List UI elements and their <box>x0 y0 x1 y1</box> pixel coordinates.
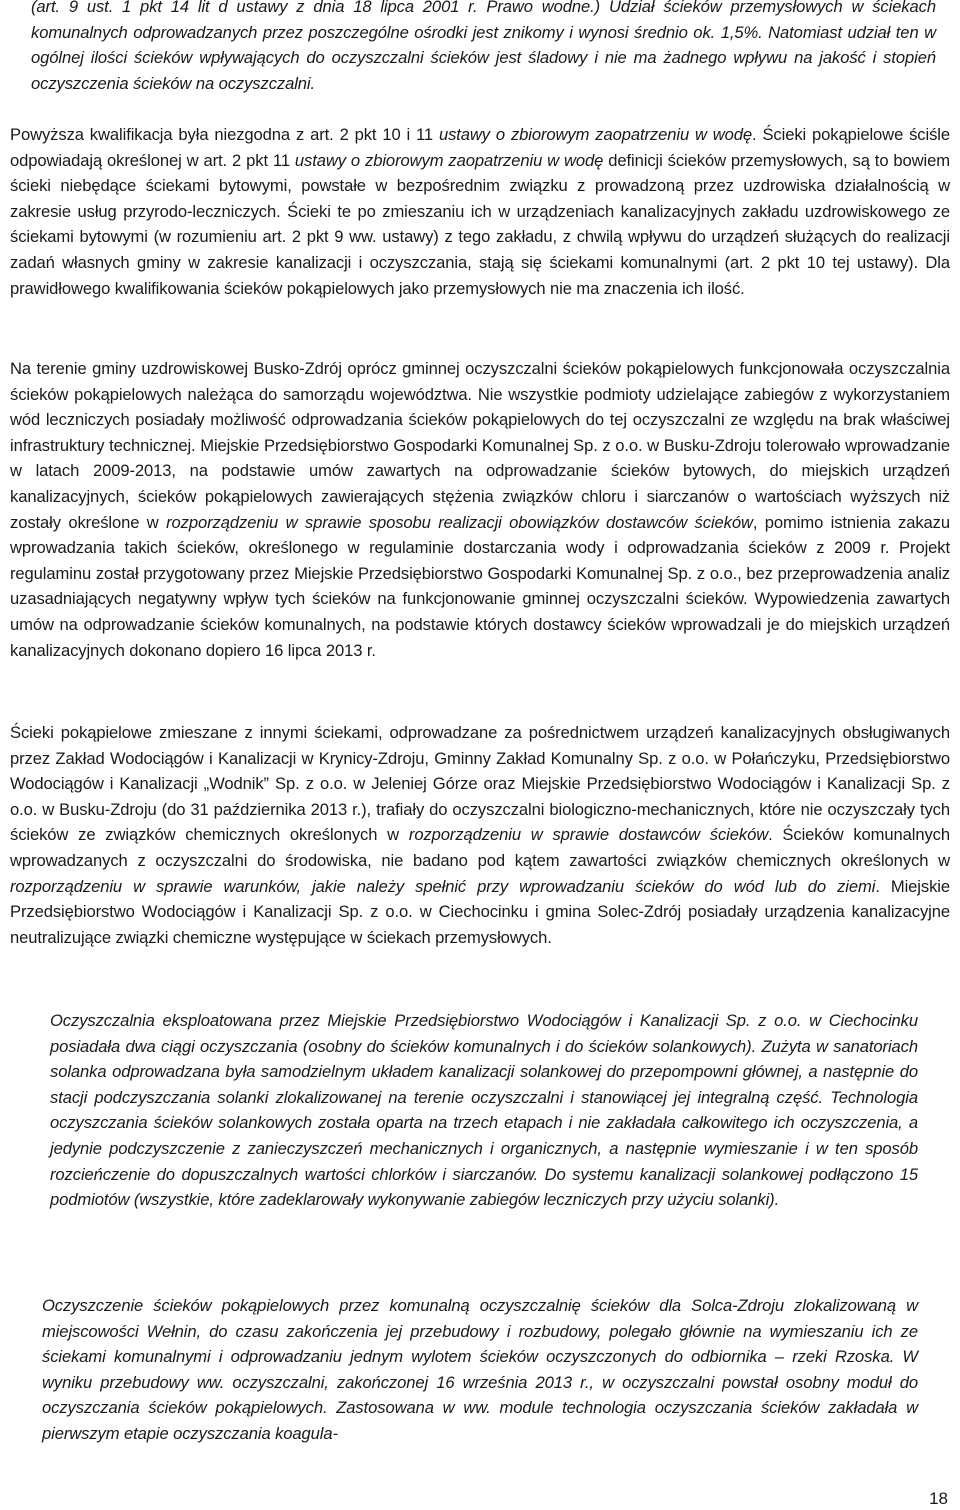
paragraph-mixed-wastewater <box>10 720 950 950</box>
regulation-title-italic: rozporządzeniu w sprawie dostawców ścieków <box>408 825 769 845</box>
act-title-italic: ustawy o zbiorowym zaopatrzeniu w wodę <box>438 125 753 144</box>
text-run: definicji ścieków przemysłowych, są to bowiem ścieki niebędące ściekami bytowymi, powstałe w bezpośrednim związku z prowadzoną przez uzdrowiska działalnością w zakresie usług przyrodo-leczniczych. Ścieki te po zmieszaniu ich w urządzeniach kanalizacyjnych zakładu uzdrowiskowego ze ściekami bytowymi (w rozumieniu art. 2 pkt 9 ww. ustawy) z tego zakładu, z chwilą wpływu do urządzeń służących do realizacji zadań własnych gminy w zakresie kanalizacji i oczyszczania, stają się ściekami komunalnymi (art. 2 pkt 10 tej ustawy). Dla prawidłowego kwalifikowania ścieków pokąpielowych jako przemysłowych nie ma znaczenia ich ilość. <box>10 150 950 298</box>
text-run: . Ścieki pokąpielowe ściśle odpowiadają określonej w art. 2 pkt 11 <box>10 125 950 170</box>
page-number: 18 <box>929 1489 948 1508</box>
regulation-title-italic: rozporządzeniu w sprawie warunków, jakie należy spełnić przy wprowadzaniu ścieków do wód lub do ziemi <box>10 876 876 896</box>
quote-paragraph-top: (art. 9 ust. 1 pkt 14 lit d ustawy z dnia 18 lipca 2001 r. Prawo wodne.) Udział ścieków przemysłowych w ściekach komunalnych odprowadzanych przez poszczególne ośrodki jest znikomy i wynosi średnio ok. 1,5%. Natomiast udział ten w ogólnej ilości ścieków wpływających do oczyszczalni ścieków jest śladowy i nie ma żadnego wpływu na jakość i stopień oczyszczenia ścieków na oczyszczalni. <box>31 0 936 93</box>
text-run: . Ścieków komunalnych wprowadzanych z oczyszczalni do środowiska, nie badano pod kątem zawartości związków chemicznych określonych w <box>10 825 951 870</box>
quote-paragraph-ciechocinek: Oczyszczalnia eksploatowana przez Miejskie Przedsiębiorstwo Wodociągów i Kanalizacji Sp. z o.o. w Ciechocinku posiadała dwa ciągi oczyszczania (osobny do ścieków komunalnych i do ścieków solankowych). Zużyta w sanatoriach solanka odprowadzana była samodzielnym układem kanalizacji solankowej do przepompowni głównej, a następnie do stacji podczyszczania solanki zlokalizowanej na terenie oczyszczalni i stanowiącej jej integralną część. Technologia oczyszczania ścieków solankowych została oparta na trzech etapach i nie zakładała całkowitego ich oczyszczenia, a jedynie podczyszczenie z zanieczyszczeń mechanicznych i organicznych, a następnie wymieszanie i w ten sposób rozcieńczenie do dopuszczalnych wartości chlorków i siarczanów. Do systemu kanalizacji solankowej podłączono 15 podmiotów (wszystkie, które zadeklarowały wykonywanie zabiegów leczniczych przy użyciu solanki). <box>50 1011 918 1210</box>
quote-paragraph-solec-zdroj: Oczyszczenie ścieków pokąpielowych przez komunalną oczyszczalnię ścieków dla Solca-Zdroju zlokalizowaną w miejscowości Wełnin, do czasu zakończenia jej przebudowy i rozbudowy, polegało głównie na wymieszaniu ich ze ściekami komunalnymi i odprowadzaniu jednym wylotem ścieków oczyszczonych do odbiornika – rzeki Rzoska. W wyniku przebudowy ww. oczyszczalni, zakończonej 16 września 2013 r., w oczyszczalni powstał osobny moduł do oczyszczania ścieków pokąpielowych. Zastosowana w ww. module technologia oczyszczania ścieków zakładała w pierwszym etapie oczyszczania koagula- <box>42 1296 918 1443</box>
paragraph-busko-zdroj <box>10 356 950 663</box>
act-title-italic: ustawy o zbiorowym zaopatrzeniu w wodę <box>294 150 604 170</box>
text-run: Powyższa kwalifikacja była niezgodna z art. 2 pkt 10 i 11 <box>10 125 439 144</box>
text-run: Ścieki pokąpielowe zmieszane z innymi ściekami, odprowadzane za pośrednictwem urządzeń kanalizacyjnych obsługiwanych przez Zakład Wodociągów i Kanalizacji w Krynicy-Zdroju, Gminny Zakład Komunalny Sp. z o.o. w Połańczyku, Przedsiębiorstwo Wodociągów i Kanalizacji „Wodnik” Sp. z o.o. w Jeleniej Górze oraz Miejskie Przedsiębiorstwo Wodociągów i Kanalizacji Sp. z o.o. w Busku-Zdroju (do 31 października 2013 r.), trafiały do oczyszczalni biologiczno-mechanicznych, które nie oczyszczały tych ścieków ze związków chemicznych określonych w <box>10 723 950 845</box>
regulation-title-italic: rozporządzeniu w sprawie sposobu realizacji obowiązków dostawców ścieków <box>166 512 753 532</box>
text-run: . Miejskie Przedsiębiorstwo Wodociągów i Kanalizacji Sp. z o.o. w Ciechocinku i gmina Solec-Zdrój posiadały urządzenia kanalizacyjne neutralizujące związki chemiczne występujące w ściekach przemysłowych. <box>10 876 950 947</box>
text-run: Na terenie gminy uzdrowiskowej Busko-Zdrój oprócz gminnej oczyszczalni ścieków pokąpielowych funkcjonowała oczyszczalnia ścieków pokąpielowych należąca do samorządu województwa. Nie wszystkie podmioty udzielające zabiegów z wykorzystaniem wód leczniczych posiadały możliwość odprowadzania ścieków pokąpielowych do tej oczyszczalni ze względu na brak właściwej infrastruktury technicznej. Miejskie Przedsiębiorstwo Gospodarki Komunalnej Sp. z o.o. w Busku-Zdroju tolerowało wprowadzanie w latach 2009-2013, na podstawie umów zawartych na odprowadzanie ścieków bytowych, do miejskich urządzeń kanalizacyjnych, ścieków pokąpielowych zawierających stężenia związków chloru i siarczanów o wartościach wyższych niż zostały określone w <box>10 359 950 532</box>
paragraph-qualification <box>10 122 950 301</box>
text-run: , pomimo istnienia zakazu wprowadzania takich ścieków, określonego w regulaminie dostarczania wody i odprowadzania ścieków z 2009 r. Projekt regulaminu został przygotowany przez Miejskie Przedsiębiorstwo Gospodarki Komunalnej Sp. z o.o., bez przeprowadzenia analiz uzasadniających negatywny wpływ tych ścieków na funkcjonowanie gminnej oczyszczalni ścieków. Wypowiedzenia zawartych umów na odprowadzanie ścieków komunalnych, na podstawie których dostawcy ścieków wprowadzali je do miejskich urządzeń kanalizacyjnych dokonano dopiero 16 lipca 2013 r. <box>10 512 950 660</box>
